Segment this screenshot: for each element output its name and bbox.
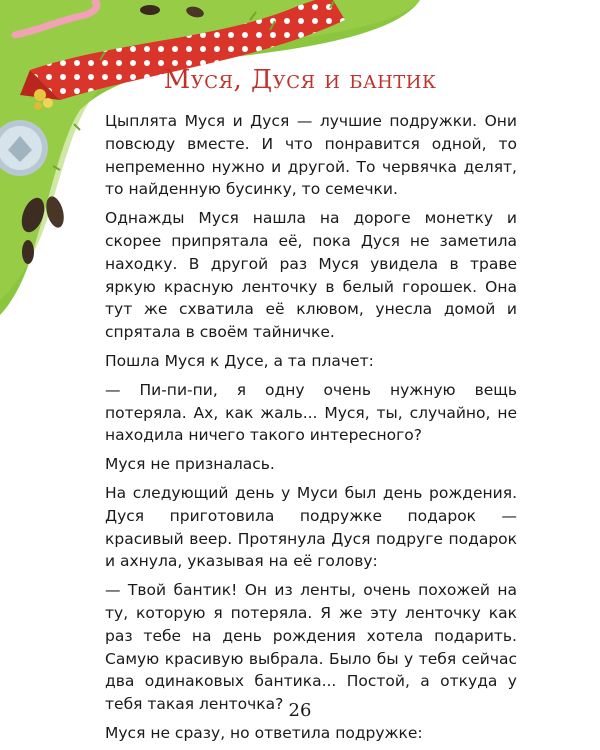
story-paragraph: Муся не призналась. [105,455,275,474]
story-title: Муся, Дуся и бантик [163,65,437,95]
story-paragraph: Однажды Муся нашла на дороге монетку и скорее припрятала её, пока Дуся не заметила находку. В другой раз Муся увидела в траве яркую красную ленточку в белый горошек. Она тут же схватила её клювом, унесла домой и спрятала в своём тайничке. [105,209,517,342]
story-paragraph: На следующий день у Муси был день рождения. Дуся приготовила подружке подарок — красивый веер. Протянула Дуся подруге подарок и ахнула, указывая на её голову: [105,483,517,571]
story-paragraph: — Пи-пи-пи, я одну очень нужную вещь потеряла. Ах, как жаль... Муся, ты, случайно, не находила ничего такого интересного? [105,380,517,445]
bead [34,102,42,110]
seed [22,240,34,264]
bead [34,89,46,101]
page-number: 26 [288,700,312,721]
story-text [105,110,517,750]
bead [43,98,53,108]
story-paragraph: — Твой бантик! Он из ленты, очень похожей на ту, которую я потеряла. Я же эту ленточку как раз тебе на день рождения хотела подарить. Самую красивую выбрала. Было бы у тебя сейчас два одинаковых бантика... Постой, а откуда у тебя такая ленточка? [105,581,517,714]
story-paragraph: Цыплята Муся и Дуся — лучшие подружки. Они повсюду вместе. И что понравится одной, то непременно нужно и другой. То червячка делят, то найденную бусинку, то семечки. [105,112,517,199]
seed [140,5,160,15]
story-paragraph: Муся не сразу, но ответила подружке: [105,723,423,742]
story-paragraph: Пошла Муся к Дусе, а та плачет: [105,351,374,370]
